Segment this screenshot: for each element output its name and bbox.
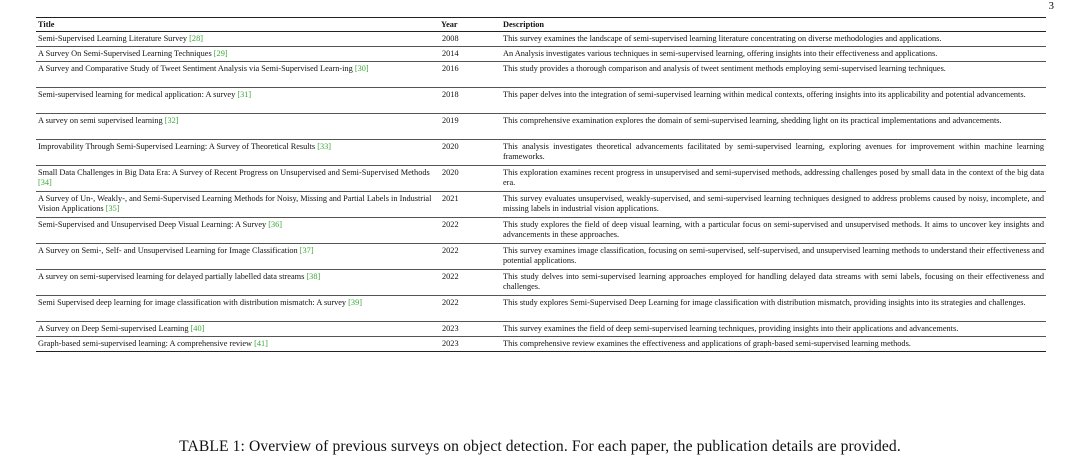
row-title <box>36 337 439 352</box>
citation-link[interactable]: [36] <box>268 220 283 229</box>
table-row <box>36 337 1046 352</box>
title-text: Semi-Supervised Learning Literature Survey <box>38 34 188 43</box>
row-year: 2023 <box>442 324 459 333</box>
row-description: This study explores the field of deep visual learning, with a particular focus on semi-supervised and unsupervised methods. It aims to uncover key insights and advancements in these approaches. <box>503 220 1044 239</box>
citation-link[interactable]: [32] <box>164 116 179 125</box>
table-caption: TABLE 1: Overview of previous surveys on object detection. For each paper, the publication details are provided. <box>179 438 901 455</box>
row-description: This survey examines the landscape of semi-supervised learning literature concentrating on diverse methodologies and applications. <box>503 34 942 43</box>
row-description: This study delves into semi-supervised learning approaches employed for handling delayed data streams with semi labels, focusing on their effectiveness and challenges. <box>503 272 1044 291</box>
row-title <box>36 88 439 114</box>
title-text: Semi-supervised learning for medical application: A survey <box>38 90 236 99</box>
table-row <box>36 270 1046 296</box>
row-year: 2022 <box>442 272 459 281</box>
row-description: This survey evaluates unsupervised, weakly-supervised, and semi-supervised learning techniques designed to address problems caused by noisy, incomplete, and missing labels in industrial vision applications. <box>503 194 1044 213</box>
row-year: 2019 <box>442 116 459 125</box>
title-text: A Survey and Comparative Study of Tweet Sentiment Analysis via Semi-Supervised Learn-ing <box>38 64 353 73</box>
row-year: 2021 <box>442 194 459 203</box>
title-text: Semi-Supervised and Unsupervised Deep Visual Learning: A Survey <box>38 220 267 229</box>
row-year: 2022 <box>442 298 459 307</box>
row-description: This survey examines image classification, focusing on semi-supervised, self-supervised, and unsupervised learning methods to understand their effectiveness and potential applications. <box>503 246 1044 265</box>
row-description: This analysis investigates theoretical advancements facilitated by semi-supervised learning, exploring avenues for improvement within machine learning frameworks. <box>503 142 1044 161</box>
citation-link[interactable]: [31] <box>237 90 252 99</box>
table-row <box>36 244 1046 270</box>
table-row <box>36 47 1046 62</box>
survey-table <box>36 17 1046 352</box>
citation-link[interactable]: [39] <box>348 298 362 307</box>
table-row <box>36 166 1046 192</box>
row-year: 2020 <box>442 168 459 177</box>
citation-link[interactable]: [28] <box>189 34 203 43</box>
title-text: Graph-based semi-supervised learning: A comprehensive review <box>38 339 253 348</box>
row-title <box>36 140 439 166</box>
row-year: 2016 <box>442 64 459 73</box>
row-title <box>36 322 439 337</box>
row-title <box>36 244 439 270</box>
row-description: This survey examines the field of deep semi-supervised learning techniques, providing insights into their applications and advancements. <box>503 324 959 333</box>
row-description: This study provides a thorough comparison and analysis of tweet sentiment methods employing semi-supervised learning techniques. <box>503 64 946 73</box>
row-title <box>36 270 439 296</box>
table-row <box>36 140 1046 166</box>
row-description: An Analysis investigates various techniques in semi-supervised learning, offering insights into their effectiveness and applications. <box>503 49 938 58</box>
row-year: 2014 <box>442 49 459 58</box>
row-title <box>36 62 439 88</box>
title-text: A Survey on Deep Semi-supervised Learning <box>38 324 189 333</box>
row-year: 2023 <box>442 339 459 348</box>
citation-link[interactable]: [29] <box>213 49 228 58</box>
row-title <box>36 114 439 140</box>
citation-link[interactable]: [41] <box>254 339 268 348</box>
table-row <box>36 192 1046 218</box>
row-title <box>36 47 439 62</box>
citation-link[interactable]: [33] <box>317 142 332 151</box>
row-year: 2008 <box>442 34 459 43</box>
title-text: A Survey On Semi-Supervised Learning Techniques <box>38 49 212 58</box>
table-header-row <box>36 18 1046 32</box>
title-text: Small Data Challenges in Big Data Era: A Survey of Recent Progress on Unsupervised and Semi-Supervised Methods <box>38 168 430 177</box>
row-title <box>36 166 439 192</box>
header-year: Year <box>441 20 458 29</box>
citation-link[interactable]: [34] <box>38 178 52 187</box>
row-description: This exploration examines recent progress in unsupervised and semi-supervised methods, addressing challenges posed by small data in the context of the big data era. <box>503 168 1044 187</box>
table-row <box>36 218 1046 244</box>
table-row <box>36 32 1046 47</box>
header-title: Title <box>38 20 55 29</box>
row-description: This paper delves into the integration of semi-supervised learning within medical contexts, offering insights into its applicability and potential advancements. <box>503 90 1026 99</box>
page-number: 3 <box>1048 0 1054 12</box>
citation-link[interactable]: [40] <box>190 324 205 333</box>
title-text: Improvability Through Semi-Supervised Learning: A Survey of Theoretical Results <box>38 142 316 151</box>
row-description: This study explores Semi-Supervised Deep Learning for image classification with distribution mismatch, providing insights into its strategies and challenges. <box>503 298 1026 307</box>
title-text: A survey on semi-supervised learning for delayed partially labelled data streams <box>38 272 305 281</box>
title-text: Semi Supervised deep learning for image classification with distribution mismatch: A survey <box>38 298 347 307</box>
row-year: 2018 <box>442 90 459 99</box>
row-title <box>36 192 439 218</box>
row-year: 2022 <box>442 246 459 255</box>
citation-link[interactable]: [30] <box>354 64 369 73</box>
citation-link[interactable]: [37] <box>299 246 314 255</box>
row-title <box>36 296 439 322</box>
citation-link[interactable]: [35] <box>105 204 120 213</box>
table-row <box>36 296 1046 322</box>
table-row <box>36 62 1046 88</box>
header-description: Description <box>503 20 545 29</box>
row-description: This comprehensive examination explores the domain of semi-supervised learning, shedding light on its practical implementations and advancements. <box>503 116 1002 125</box>
row-title <box>36 218 439 244</box>
table-row <box>36 88 1046 114</box>
row-year: 2020 <box>442 142 459 151</box>
title-text: A Survey of Un-, Weakly-, and Semi-Supervised Learning Methods for Noisy, Missing and Partial Labels in Industrial Vision Applications <box>38 194 432 213</box>
row-description: This comprehensive review examines the effectiveness and applications of graph-based semi-supervised learning methods. <box>503 339 911 348</box>
row-year: 2022 <box>442 220 459 229</box>
citation-link[interactable]: [38] <box>306 272 321 281</box>
title-text: A survey on semi supervised learning <box>38 116 163 125</box>
table-row <box>36 322 1046 337</box>
title-text: A Survey on Semi-, Self- and Unsupervised Learning for Image Classification <box>38 246 298 255</box>
row-title <box>36 32 439 47</box>
table-row <box>36 114 1046 140</box>
